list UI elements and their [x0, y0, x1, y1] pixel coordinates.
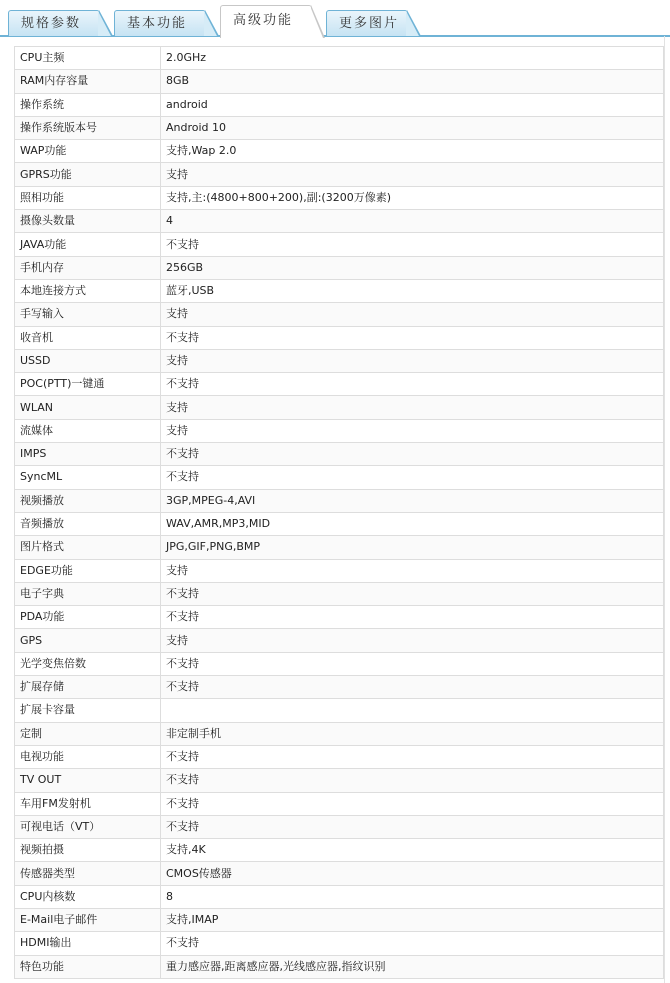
spec-value: 支持,IMAP — [161, 908, 664, 931]
table-row — [15, 769, 664, 792]
spec-value: 非定制手机 — [161, 722, 664, 745]
spec-key: 操作系统 — [15, 93, 161, 116]
table-row — [15, 443, 664, 466]
spec-value: JPG,GIF,PNG,BMP — [161, 536, 664, 559]
table-row — [15, 606, 664, 629]
table-row — [15, 559, 664, 582]
spec-key: PDA功能 — [15, 606, 161, 629]
spec-value: 不支持 — [161, 652, 664, 675]
spec-key: 定制 — [15, 722, 161, 745]
spec-value: 不支持 — [161, 676, 664, 699]
spec-key: 扩展卡容量 — [15, 699, 161, 722]
spec-value: 支持,主:(4800+800+200),副:(3200万像素) — [161, 186, 664, 209]
spec-value: 蓝牙,USB — [161, 279, 664, 302]
tab-advanced-features[interactable] — [220, 5, 312, 38]
spec-key: 视频拍摄 — [15, 839, 161, 862]
table-row — [15, 419, 664, 442]
spec-value: 不支持 — [161, 606, 664, 629]
spec-value: 支持 — [161, 559, 664, 582]
spec-key: EDGE功能 — [15, 559, 161, 582]
table-row — [15, 303, 664, 326]
spec-value: 2.0GHz — [161, 47, 664, 70]
spec-value: 支持 — [161, 396, 664, 419]
table-row — [15, 256, 664, 279]
spec-value: 支持 — [161, 349, 664, 372]
table-row — [15, 699, 664, 722]
tab-basic-features[interactable] — [114, 10, 206, 36]
spec-value: 支持,4K — [161, 839, 664, 862]
spec-value — [161, 699, 664, 722]
spec-value: Android 10 — [161, 116, 664, 139]
spec-key: E-Mail电子邮件 — [15, 908, 161, 931]
spec-table-body — [15, 47, 664, 979]
spec-key: RAM内存容量 — [15, 70, 161, 93]
table-row — [15, 70, 664, 93]
spec-value: 不支持 — [161, 582, 664, 605]
spec-key: 本地连接方式 — [15, 279, 161, 302]
table-row — [15, 629, 664, 652]
spec-key: 收音机 — [15, 326, 161, 349]
spec-value: 不支持 — [161, 443, 664, 466]
spec-key: GPRS功能 — [15, 163, 161, 186]
spec-value: 不支持 — [161, 792, 664, 815]
spec-key: 传感器类型 — [15, 862, 161, 885]
spec-key: 手写输入 — [15, 303, 161, 326]
spec-key: 光学变焦倍数 — [15, 652, 161, 675]
table-row — [15, 279, 664, 302]
spec-key: 音频播放 — [15, 512, 161, 535]
table-row — [15, 140, 664, 163]
page-right-border — [664, 36, 665, 983]
spec-key: 图片格式 — [15, 536, 161, 559]
spec-key: 手机内存 — [15, 256, 161, 279]
spec-key: 视频播放 — [15, 489, 161, 512]
tab-basic-features-label: 基本功能 — [127, 16, 188, 31]
spec-value: 重力感应器,距离感应器,光线感应器,指纹识别 — [161, 955, 664, 978]
spec-value: 支持 — [161, 419, 664, 442]
table-row — [15, 955, 664, 978]
spec-value: android — [161, 93, 664, 116]
spec-key: 电视功能 — [15, 745, 161, 768]
spec-key: HDMI输出 — [15, 932, 161, 955]
spec-key: 电子字典 — [15, 582, 161, 605]
spec-key: TV OUT — [15, 769, 161, 792]
spec-value: 不支持 — [161, 373, 664, 396]
table-row — [15, 396, 664, 419]
spec-value: 不支持 — [161, 745, 664, 768]
table-row — [15, 233, 664, 256]
table-row — [15, 512, 664, 535]
spec-value: 不支持 — [161, 326, 664, 349]
spec-tab-bar — [0, 0, 670, 38]
tab-more-images[interactable] — [326, 10, 408, 36]
spec-key: CPU主频 — [15, 47, 161, 70]
table-row — [15, 163, 664, 186]
spec-value: WAV,AMR,MP3,MID — [161, 512, 664, 535]
spec-value: 支持,Wap 2.0 — [161, 140, 664, 163]
spec-value: 支持 — [161, 629, 664, 652]
table-row — [15, 908, 664, 931]
table-row — [15, 932, 664, 955]
spec-key: 操作系统版本号 — [15, 116, 161, 139]
spec-key: 可视电话（VT） — [15, 815, 161, 838]
table-row — [15, 792, 664, 815]
spec-key: 照相功能 — [15, 186, 161, 209]
spec-value: 不支持 — [161, 932, 664, 955]
table-row — [15, 326, 664, 349]
spec-value: 4 — [161, 210, 664, 233]
table-row — [15, 186, 664, 209]
table-row — [15, 722, 664, 745]
tab-specs-label: 规格参数 — [21, 16, 82, 31]
table-row — [15, 885, 664, 908]
table-row — [15, 47, 664, 70]
spec-key: CPU内核数 — [15, 885, 161, 908]
tab-advanced-features-label: 高级功能 — [233, 13, 294, 28]
spec-key: 特色功能 — [15, 955, 161, 978]
spec-value: 不支持 — [161, 769, 664, 792]
table-row — [15, 862, 664, 885]
spec-key: USSD — [15, 349, 161, 372]
spec-key: WLAN — [15, 396, 161, 419]
table-row — [15, 839, 664, 862]
table-row — [15, 210, 664, 233]
table-row — [15, 116, 664, 139]
spec-value: 支持 — [161, 303, 664, 326]
spec-value: 支持 — [161, 163, 664, 186]
spec-key: JAVA功能 — [15, 233, 161, 256]
table-row — [15, 536, 664, 559]
spec-table — [14, 46, 664, 979]
table-row — [15, 373, 664, 396]
spec-value: 8 — [161, 885, 664, 908]
spec-key: 车用FM发射机 — [15, 792, 161, 815]
spec-key: 摄像头数量 — [15, 210, 161, 233]
table-row — [15, 582, 664, 605]
table-row — [15, 489, 664, 512]
table-row — [15, 652, 664, 675]
spec-key: SyncML — [15, 466, 161, 489]
table-row — [15, 349, 664, 372]
spec-value: 256GB — [161, 256, 664, 279]
table-row — [15, 93, 664, 116]
tab-more-images-label: 更多图片 — [339, 16, 400, 31]
spec-value: 3GP,MPEG-4,AVI — [161, 489, 664, 512]
spec-key: 流媒体 — [15, 419, 161, 442]
spec-key: WAP功能 — [15, 140, 161, 163]
table-row — [15, 815, 664, 838]
table-row — [15, 676, 664, 699]
spec-key: POC(PTT)一键通 — [15, 373, 161, 396]
spec-value: 不支持 — [161, 815, 664, 838]
spec-value: 8GB — [161, 70, 664, 93]
table-row — [15, 466, 664, 489]
spec-key: IMPS — [15, 443, 161, 466]
table-row — [15, 745, 664, 768]
spec-value: 不支持 — [161, 466, 664, 489]
spec-key: GPS — [15, 629, 161, 652]
tab-specs[interactable] — [8, 10, 100, 36]
spec-key: 扩展存储 — [15, 676, 161, 699]
spec-value: 不支持 — [161, 233, 664, 256]
spec-value: CMOS传感器 — [161, 862, 664, 885]
